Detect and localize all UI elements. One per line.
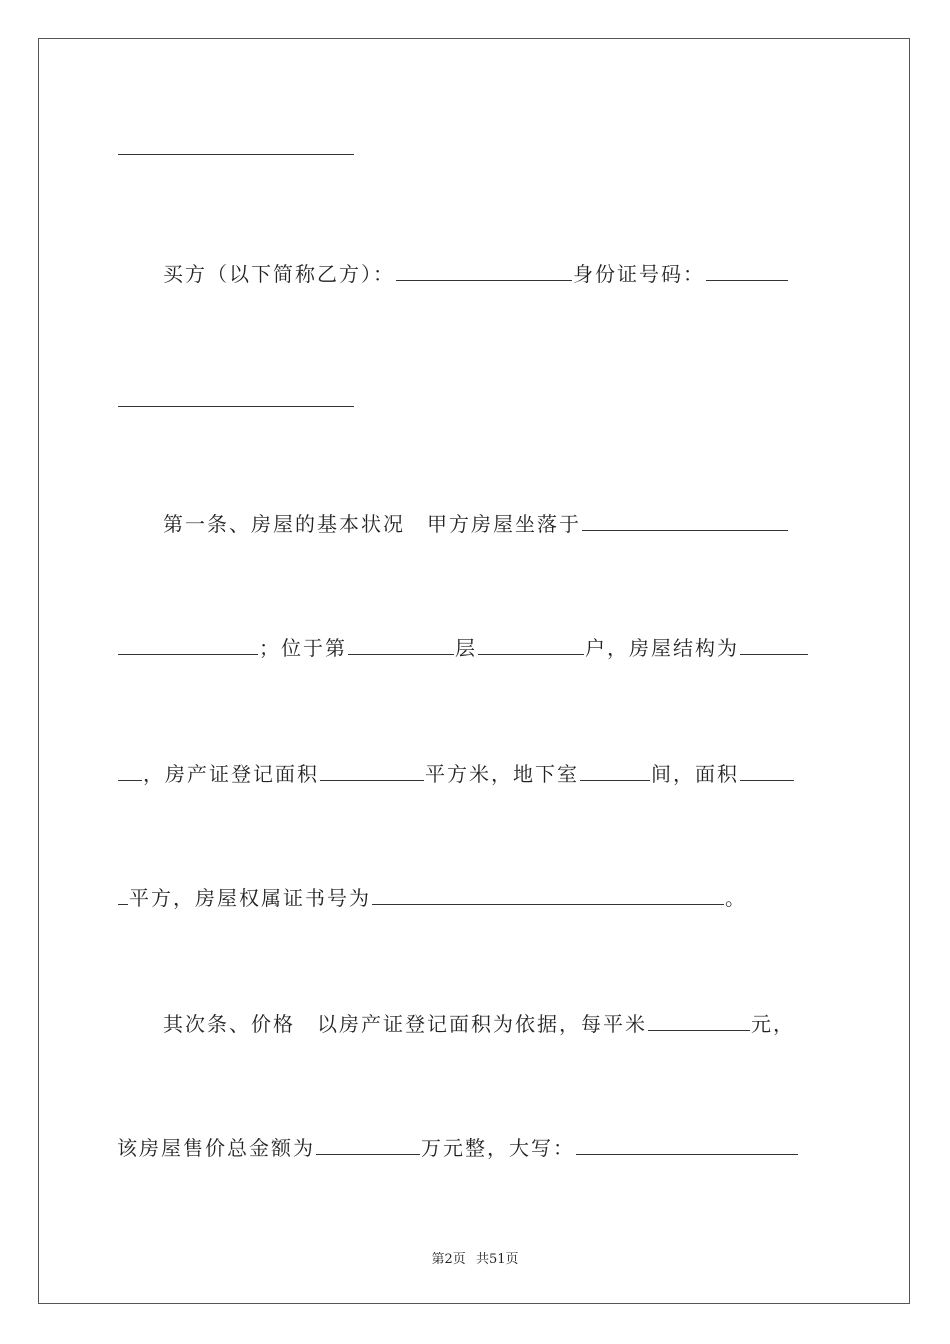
page-footer xyxy=(0,1248,950,1267)
blank-field[interactable] xyxy=(118,136,354,155)
doc-line-5 xyxy=(117,634,835,662)
capital-amount-blank[interactable] xyxy=(576,1136,798,1155)
doc-line-8 xyxy=(117,1010,835,1038)
basement-area-label: 间，面积 xyxy=(651,762,739,786)
page-number: 第2页 xyxy=(431,1252,466,1267)
unit-price-blank[interactable] xyxy=(648,1012,750,1031)
location-blank[interactable] xyxy=(582,512,788,531)
area-blank[interactable] xyxy=(320,762,424,781)
doc-line-1 xyxy=(117,134,835,162)
structure-label: 户，房屋结构为 xyxy=(585,636,739,660)
doc-line-3 xyxy=(117,386,835,414)
buyer-name-blank[interactable] xyxy=(396,262,572,281)
blank-field[interactable] xyxy=(118,388,354,407)
basement-area-blank-cont[interactable] xyxy=(118,886,128,905)
basement-label: 平方米，地下室 xyxy=(425,762,579,786)
total-price-label: 该房屋售价总金额为 xyxy=(117,1136,315,1160)
page-border xyxy=(38,38,910,1304)
capital-label: 万元整，大写： xyxy=(421,1136,575,1160)
doc-line-4 xyxy=(117,510,835,538)
doc-line-9 xyxy=(117,1134,835,1162)
doc-line-6 xyxy=(117,760,835,788)
doc-line-2 xyxy=(117,260,835,288)
unit-blank[interactable] xyxy=(478,636,584,655)
period-mark: 。 xyxy=(725,886,747,910)
yuan-label: 元， xyxy=(751,1012,795,1036)
floor-unit: 层 xyxy=(455,636,477,660)
total-pages: 共51页 xyxy=(475,1252,519,1267)
floor-blank[interactable] xyxy=(348,636,454,655)
structure-blank[interactable] xyxy=(740,636,808,655)
doc-line-7 xyxy=(117,884,835,912)
article-one-text: 第一条、房屋的基本状况 甲方房屋坐落于 xyxy=(163,512,581,536)
id-number-blank[interactable] xyxy=(706,262,788,281)
buyer-label: 买方（以下简称乙方）： xyxy=(163,262,395,286)
certificate-blank[interactable] xyxy=(372,886,724,905)
certificate-label: 平方，房屋权属证书号为 xyxy=(129,886,371,910)
article-two-text: 其次条、价格 以房产证登记面积为依据，每平米 xyxy=(163,1012,647,1036)
area-label: ，房产证登记面积 xyxy=(143,762,319,786)
location-blank-cont[interactable] xyxy=(118,636,258,655)
structure-blank-cont[interactable] xyxy=(118,762,142,781)
basement-blank[interactable] xyxy=(580,762,650,781)
id-number-label: 身份证号码： xyxy=(573,262,705,286)
total-price-blank[interactable] xyxy=(316,1136,420,1155)
floor-label: ；位于第 xyxy=(259,636,347,660)
basement-area-blank[interactable] xyxy=(740,762,794,781)
